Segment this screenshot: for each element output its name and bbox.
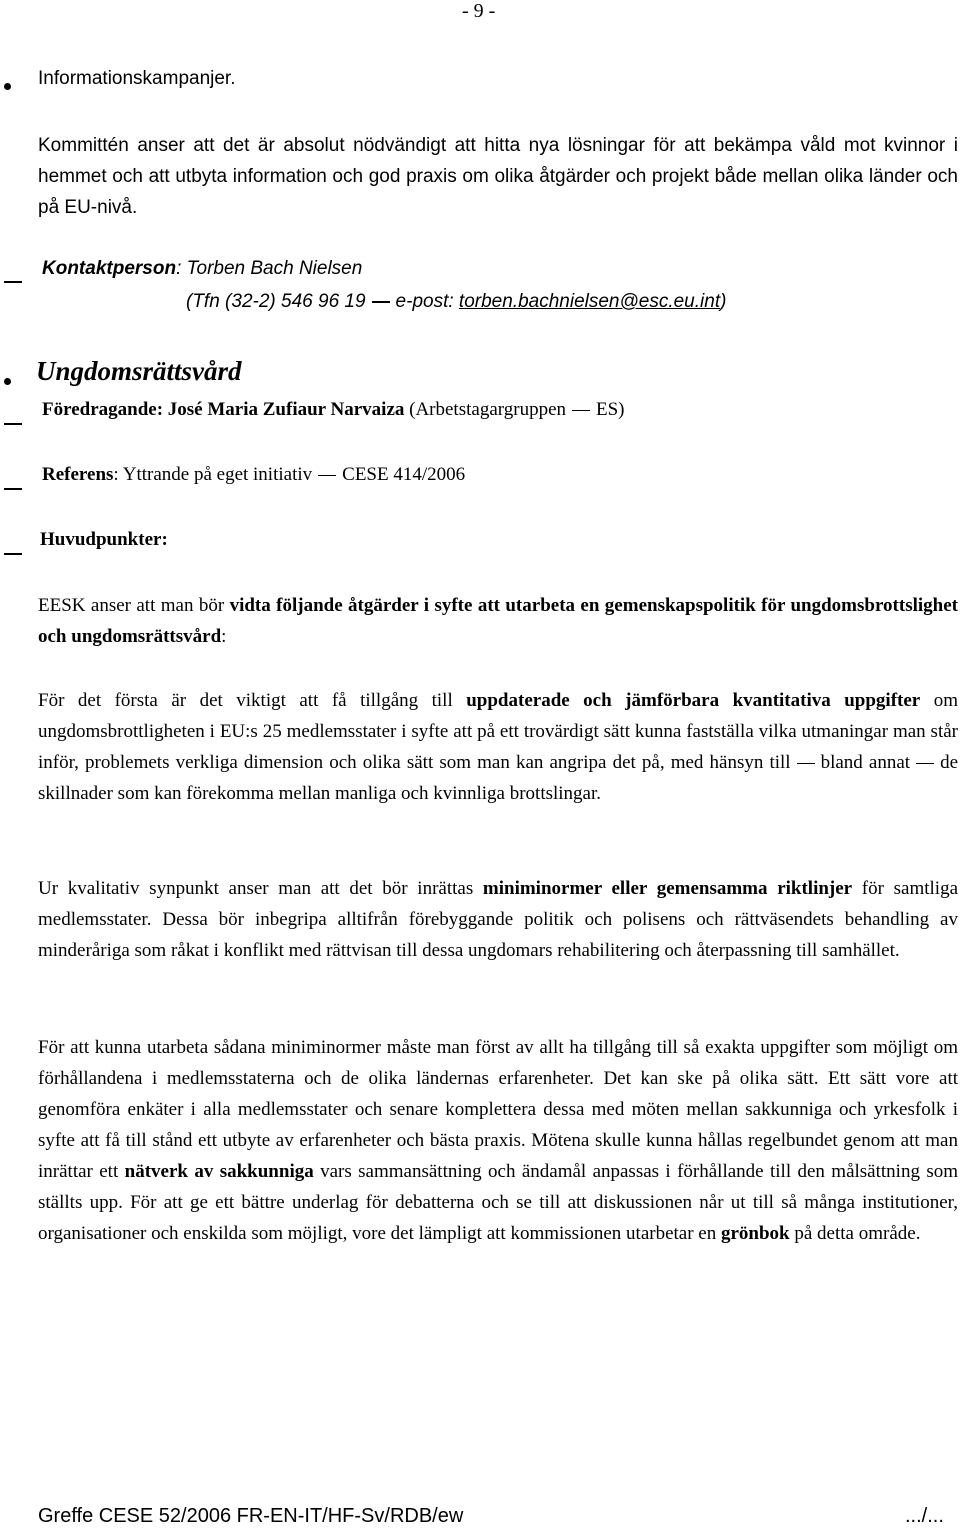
page-number: - 9 - [462,0,496,22]
rapporteur-dash [4,412,22,434]
main-points-label: Huvudpunkter: [40,529,168,550]
rapporteur-group: (Arbetstagargruppen [409,399,566,420]
bullet-title: Informationskampanjer. [38,68,236,89]
bullet-marker [4,74,11,96]
section-bullet [4,369,11,391]
campaign-paragraph: Kommittén anser att det är absolut nödvändigt att hitta nya lösningar för att bekämpa våld mot kvinnor i hemmet och att utbyta information och god praxis om olika åtgärder och projekt både mellan olika länder och på EU-nivå. [38,135,958,218]
reference-dash [4,477,22,499]
contact-label: Kontaktperson [42,258,177,279]
rapporteur-line [42,399,625,421]
section-title: Ungdomsrättsvård [36,356,242,386]
contact-dash [4,270,22,292]
reference-label: Referens [42,464,114,485]
reference-line [42,464,465,486]
contact-email-link[interactable]: torben.bachnielsen@esc.eu.int [458,291,721,312]
reference-text: : Yttrande på eget initiativ [113,464,313,485]
main-points-dash [4,542,22,564]
contact-details: (Tfn (32-2) 546 96 19 e-post: torben.bachnielsen@esc.eu.int) [186,291,727,312]
paragraph-3: Ur kvalitativ synpunkt anser man att det bör inrättas miniminormer eller gemensamma riktlinjer för samtliga medlemsstater. Dessa bör inbegripa alltifrån förebyggande politik och polisens och rättväsendets behandling av minderåriga som råkat i konflikt med rättvisan till dessa ungdomars rehabilitering och återpassning till samhället. [38,878,959,961]
rapporteur-group-abbr: ES) [596,399,625,420]
contact-line [42,258,362,280]
paragraph-1: EESK anser att man bör vidta följande åtgärder i syfte att utarbeta en gemenskapspolitik för ungdomsbrottslighet och ungdomsrättsvård: [38,595,958,647]
contact-email-label: e-post: [395,291,459,312]
paragraph-4: För att kunna utarbeta sådana miniminormer måste man först av allt ha tillgång till så exakta uppgifter som möjligt om förhållandena i medlemsstaterna och de olika ländernas erfarenheter. Det kan ske på olika sätt. Ett sätt vore att genomföra enkäter i alla medlemsstater och senare komplettera dessa med möten mellan sakkunniga och yrkesfolk i syfte att få till stånd ett utbyte av erfarenheter och bästa praxis. Mötena skulle kunna hållas regelbundet genom att man inrättar ett nätverk av sakkunniga vars sammansättning och ändamål anpassas i förhållande till den målsättning som ställts upp. För att ge ett bättre underlag för debatterna och se till att diskussionen når ut till så många institutioner, organisationer och enskilda som möjligt, vore det lämpligt att kommissionen utarbetar en grönbok på detta område. [38,1037,959,1244]
footer-continuation: .../... [905,1505,944,1527]
paragraph-2: För det första är det viktigt att få tillgång till uppdaterade och jämförbara kvantitativa uppgifter om ungdomsbrottligheten i EU:s 25 medlemsstater i syfte att på ett trovärdigt sätt kunna fastställa vilka utmaningar man står inför, problemets verkliga dimension och olika sätt som man kan angripa det på, med hänsyn till bland annat de skillnader som kan förekomma mellan manliga och kvinnliga brottslingar. [38,690,958,804]
contact-phone: (Tfn (32-2) 546 96 19 [186,291,366,312]
footer-reference: Greffe CESE 52/2006 FR-EN-IT/HF-Sv/RDB/ew [38,1505,464,1527]
rapporteur-name: José Maria Zufiaur Narvaiza [167,399,405,420]
reference-code: CESE 414/2006 [342,464,466,485]
rapporteur-label: Föredragande: [42,399,164,420]
contact-name: : Torben Bach Nielsen [176,258,363,279]
